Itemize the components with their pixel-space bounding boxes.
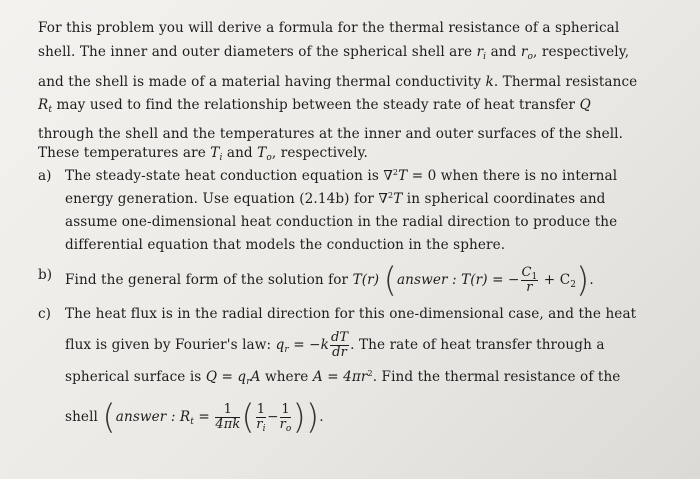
text: . The rate of heat transfer through a <box>350 337 605 353</box>
text: = 0 <box>407 168 437 184</box>
part-c-label: c) <box>38 306 51 322</box>
text: For this problem you will derive a formula for the thermal resistance of a spherical <box>38 20 620 36</box>
fraction <box>280 403 292 432</box>
sub-t: t <box>48 105 53 115</box>
part-c-line-3 <box>65 368 620 386</box>
text: spherical surface is <box>65 369 206 385</box>
text: flux is given by Fourier's law: <box>65 337 276 353</box>
sub: 1 <box>531 272 538 282</box>
part-a-label: a) <box>38 168 52 184</box>
part-c-line-1 <box>65 305 636 323</box>
nabla: ∇ <box>383 168 393 184</box>
text: − <box>267 409 279 425</box>
var-r: r <box>476 44 484 60</box>
sub-t: t <box>190 417 194 427</box>
answer-label: answer : <box>115 409 176 425</box>
close-paren: ) <box>292 397 306 438</box>
part-a-line-3 <box>65 213 617 231</box>
var-r: r <box>520 44 528 60</box>
text: These temperatures are <box>38 145 211 161</box>
close-paren: ) <box>305 397 320 438</box>
part-b-label: b) <box>38 267 53 283</box>
denominator: 4πk <box>215 417 241 432</box>
var-T: T <box>257 145 267 161</box>
text: Find the general form of the solution for <box>65 272 353 288</box>
text: in spherical coordinates and <box>402 191 606 207</box>
intro-line-4 <box>38 96 591 114</box>
part-a-line-2 <box>65 190 605 208</box>
fraction <box>330 331 349 360</box>
intro-line-2 <box>38 43 629 61</box>
sub: i <box>262 424 266 434</box>
text: energy generation. Use equation (2.14b) for <box>65 191 379 207</box>
text: The heat flux is in the radial direction for this one-dimensional case, and the heat <box>65 306 637 322</box>
numerator: dT <box>330 330 349 345</box>
text: differential equation that models the conduction in the sphere. <box>65 237 506 253</box>
text: shell <box>65 409 98 425</box>
text: , respectively, <box>533 44 630 60</box>
text: assume one-dimensional heat conduction in the radial direction to produce the <box>65 214 618 230</box>
intro-line-1 <box>38 19 619 37</box>
intro-line-6 <box>38 144 368 162</box>
answer-lhs: T(r) = − <box>461 272 520 288</box>
var-k: k <box>485 74 494 90</box>
exponent: 2 <box>367 369 373 378</box>
equation: Q = q <box>205 369 247 385</box>
open-paren: ( <box>383 260 397 301</box>
text: and the shell is made of a material having thermal conductivity <box>38 74 486 90</box>
sub: o <box>285 424 292 434</box>
fraction <box>215 403 240 432</box>
equation: A = 4πr <box>312 369 368 385</box>
var-Q: Q <box>579 97 591 113</box>
text: . Find the thermal resistance of the <box>372 369 621 385</box>
exponent: 2 <box>388 191 394 200</box>
var-T: T <box>210 145 220 161</box>
fraction <box>521 266 539 295</box>
part-c-line-4 <box>65 397 324 438</box>
numerator: 1 <box>281 402 290 417</box>
text: + C <box>539 272 571 288</box>
part-a-line-4 <box>65 236 505 254</box>
func-T: T(r) <box>352 272 380 288</box>
text: when there is no internal <box>436 168 618 184</box>
denominator: dr <box>332 345 347 360</box>
sub: 2 <box>570 280 577 290</box>
text: = −k <box>288 337 329 353</box>
exponent: 2 <box>392 168 399 177</box>
nabla: ∇ <box>378 191 388 207</box>
text: . <box>589 272 594 288</box>
text: through the shell and the temperatures at the inner and outer surfaces of the shell. <box>38 126 624 142</box>
sub-r: r <box>246 377 251 387</box>
fraction <box>256 403 266 432</box>
sub-o: o <box>266 153 272 163</box>
open-paren: ( <box>241 397 255 438</box>
var-T: T <box>398 168 408 184</box>
numerator: C <box>521 265 532 280</box>
denominator: r <box>526 280 533 295</box>
intro-line-3 <box>38 73 637 91</box>
denominator: r <box>279 417 286 432</box>
text: . Thermal resistance <box>493 74 638 90</box>
text: The steady-state heat conduction equation is <box>65 168 384 184</box>
close-paren: ) <box>576 260 590 301</box>
answer-label: answer : <box>396 272 457 288</box>
intro-line-5 <box>38 125 623 143</box>
text: may used to find the relationship between the steady rate of heat transfer <box>52 97 580 113</box>
sub-i: i <box>219 153 223 163</box>
open-paren: ( <box>102 397 116 438</box>
part-c-line-2 <box>65 331 605 360</box>
part-a-line-1 <box>65 167 617 185</box>
text: where <box>260 369 313 385</box>
var-A: A <box>250 369 261 385</box>
text: . <box>319 409 324 425</box>
denominator: r <box>256 417 263 432</box>
text: and <box>222 145 258 161</box>
part-b-line <box>65 260 594 301</box>
var-q: q <box>275 337 285 353</box>
text: = <box>193 409 215 425</box>
var-R: R <box>38 97 49 113</box>
sub-i: i <box>483 52 487 62</box>
text: and <box>486 44 521 60</box>
sub-o: o <box>527 52 534 62</box>
numerator: 1 <box>256 402 266 417</box>
numerator: 1 <box>215 403 240 418</box>
text: , respectively. <box>271 145 368 161</box>
var-T: T <box>393 191 403 207</box>
var-R: R <box>179 409 191 425</box>
sub-r: r <box>284 345 289 355</box>
text: shell. The inner and outer diameters of the spherical shell are <box>38 44 477 60</box>
